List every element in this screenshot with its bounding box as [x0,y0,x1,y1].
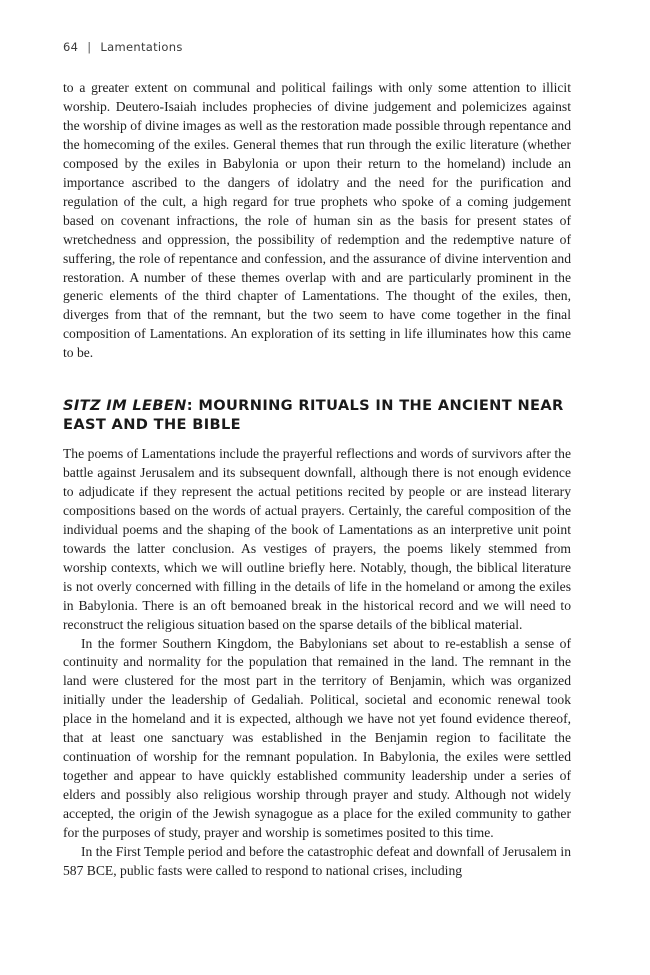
running-head-title: Lamentations [100,40,183,54]
section-heading-rest: : MOURNING RITUALS IN THE ANCIENT NEAR EAST AND THE BIBLE [63,397,564,433]
running-head [63,40,183,54]
section-heading-italic: SITZ IM LEBEN [63,397,187,414]
body-text-top [63,79,571,363]
section-paragraph-3: In the First Temple period and before the catastrophic defeat and downfall of Jerusalem in 587 BCE, public fasts were called to respond to national crises, including [63,844,571,878]
continuation-paragraph: to a greater extent on communal and political failings with only some attention to illicit worship. Deutero-Isaiah includes prophecies of divine judgement and polemicizes against the worship of divine images as well as the restoration made possible through repentance and the homecoming of the exiles. General themes that run through the exilic literature (whether composed by the exiles in Babylonia or upon their return to the homeland) include an importance ascribed to the dangers of idolatry and the need for the purification and regulation of the cult, a high regard for true prophets who spoke of a coming judgement based on covenant infractions, the role of human sin as the basis for present states of wretchedness and oppression, the possibility of redemption and the redemptive nature of suffering, the role of repentance and confession, and the assurance of divine intervention and restoration. A number of these themes overlap with and are particularly prominent in the generic elements of the third chapter of Lamentations. The thought of the exiles, then, diverges from that of the remnant, but the two seem to have come together in the final composition of Lamentations. An exploration of its setting in life illuminates how this came to be. [63,80,571,361]
section-paragraph-2: In the former Southern Kingdom, the Babylonians set about to re-establish a sense of continuity and normality for the population that remained in the land. The remnant in the land were clustered for the most part in the territory of Benjamin, which was organized initially under the leadership of Gedaliah. Political, societal and economic renewal took place in the homeland and it is expected, although we have not yet found evidence thereof, that at least one sanctuary was established in the Benjamin region to facilitate the continuation of worship for the remnant population. In Babylonia, the exiles were settled together and appear to have quickly established community leadership under a series of elders and possibly also religious worship through prayer and study. Although not widely accepted, the origin of the Jewish synagogue as a place for the exiled community to gather for the purposes of study, prayer and worship is sometimes posited to this time. [63,635,571,841]
section-paragraph-1: The poems of Lamentations include the prayerful reflections and words of survivors after the battle against Jerusalem and its subsequent downfall, although there is not enough evidence to adjudicate if they represent the actual petitions recited by people or are instead literary compositions based on the words of actual prayers. Certainly, the careful composition of the individual poems and the shaping of the book of Lamentations as an interpretive unit point towards the latter conclusion. As vestiges of prayers, the poems likely stemmed from worship contexts, which we will outline briefly here. Notably, though, the biblical literature is not overly concerned with filling in the details of life in the homeland or among the exiles in Babylonia. There is an oft bemoaned break in the historical record and we will need to reconstruct the religious situation based on the sparse details of the biblical material. [63,446,571,632]
section-heading [63,396,571,434]
page-number: 64 [63,40,79,54]
body-text-section [63,445,571,881]
running-head-separator: | [87,40,92,54]
